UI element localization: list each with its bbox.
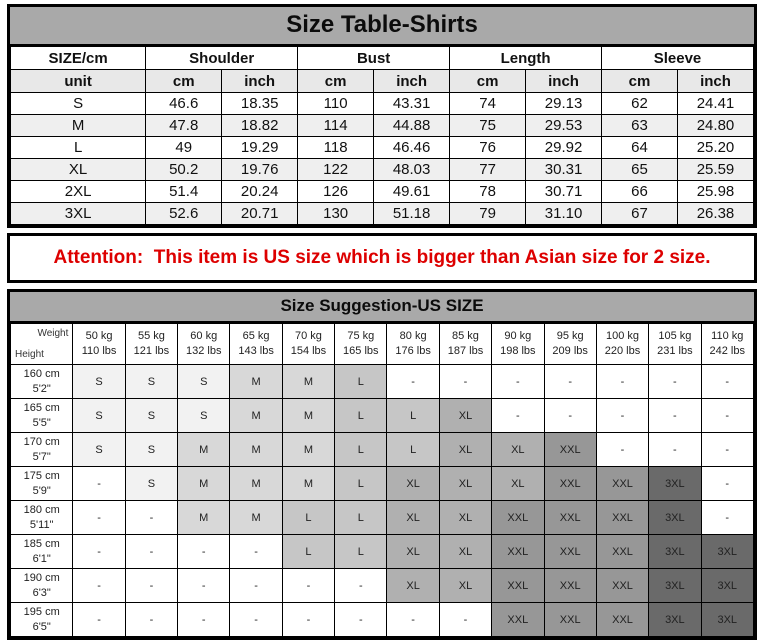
size-value-cell: 74 [450, 93, 526, 115]
suggestion-row [11, 399, 754, 433]
size-label-cell: L [11, 137, 146, 159]
suggestion-size-cell: XL [387, 569, 439, 603]
suggestion-size-cell: XL [439, 501, 491, 535]
size-row [11, 181, 754, 203]
group-header: Sleeve [602, 47, 754, 70]
suggestion-size-cell: 3XL [649, 467, 701, 501]
size-value-cell: 26.38 [678, 203, 754, 225]
suggestion-size-cell: M [230, 365, 282, 399]
suggestion-size-cell: - [230, 535, 282, 569]
height-row-header [11, 569, 73, 603]
suggestion-size-cell: 3XL [701, 603, 753, 637]
weight-kg: 70 kg [294, 330, 322, 342]
suggestion-size-cell: M [282, 365, 334, 399]
suggestion-size-cell: S [178, 365, 230, 399]
suggestion-size-cell: XXL [544, 501, 596, 535]
suggestion-size-cell: XXL [596, 535, 648, 569]
suggestion-row [11, 467, 754, 501]
suggestion-size-cell: - [282, 569, 334, 603]
suggestion-size-cell: - [387, 603, 439, 637]
weight-kg: 55 kg [137, 330, 165, 342]
suggestion-size-cell: XL [439, 535, 491, 569]
suggestion-size-cell: L [282, 535, 334, 569]
size-value-cell: 76 [450, 137, 526, 159]
weight-lbs: 143 lbs [238, 345, 274, 357]
height-cm: 190 cm [23, 571, 60, 584]
size-label-cell: 3XL [11, 203, 146, 225]
size-table [10, 46, 754, 225]
suggestion-size-cell: M [230, 399, 282, 433]
suggestion-size-cell: - [73, 535, 125, 569]
size-value-cell: 79 [450, 203, 526, 225]
height-cm: 180 cm [23, 503, 60, 516]
weight-column-header [544, 324, 596, 365]
unit-cell: cm [298, 70, 374, 93]
weight-lbs: 209 lbs [552, 345, 588, 357]
weight-column-header [73, 324, 125, 365]
height-row-header [11, 365, 73, 399]
size-value-cell: 20.24 [222, 181, 298, 203]
weight-column-header [178, 324, 230, 365]
weight-kg: 105 kg [658, 330, 692, 342]
suggestion-size-cell: XL [439, 569, 491, 603]
suggestion-size-cell: - [73, 501, 125, 535]
unit-cell: inch [526, 70, 602, 93]
suggestion-size-cell: M [282, 399, 334, 433]
suggestion-size-cell: S [178, 399, 230, 433]
suggestion-size-cell: - [701, 501, 753, 535]
suggestion-size-cell: - [701, 365, 753, 399]
size-value-cell: 31.10 [526, 203, 602, 225]
height-cm: 195 cm [23, 605, 60, 618]
suggestion-size-cell: - [125, 501, 177, 535]
height-ft: 5'7" [32, 450, 51, 463]
suggestion-size-cell: S [73, 399, 125, 433]
weight-lbs: 154 lbs [290, 345, 327, 357]
attention-text: Attention: This item is US size which is bigger than Asian size for 2 size. [53, 247, 711, 268]
height-cm: 185 cm [23, 537, 60, 550]
unit-cell: inch [678, 70, 754, 93]
height-row-header [11, 535, 73, 569]
suggestion-size-cell: 3XL [701, 535, 753, 569]
height-row-header [11, 433, 73, 467]
size-row [11, 159, 754, 181]
suggestion-size-cell: XXL [596, 569, 648, 603]
suggestion-size-cell: XXL [544, 603, 596, 637]
suggestion-size-cell: - [649, 365, 701, 399]
weight-height-corner [11, 324, 73, 365]
suggestion-size-cell: XL [439, 399, 491, 433]
size-value-cell: 67 [602, 203, 678, 225]
weight-lbs: 110 lbs [81, 345, 117, 357]
unit-cell: cm [602, 70, 678, 93]
size-value-cell: 130 [298, 203, 374, 225]
suggestion-size-cell: - [596, 433, 648, 467]
size-value-cell: 19.29 [222, 137, 298, 159]
suggestion-size-cell: XXL [544, 569, 596, 603]
weight-lbs: 231 lbs [657, 345, 693, 357]
suggestion-size-cell: S [73, 433, 125, 467]
suggestion-row [11, 603, 754, 637]
size-table-header-row [11, 47, 754, 70]
weight-kg: 95 kg [556, 330, 584, 342]
size-label-cell: XL [11, 159, 146, 181]
suggestion-size-cell: - [230, 569, 282, 603]
size-row [11, 137, 754, 159]
weight-kg: 80 kg [399, 330, 427, 342]
suggestion-row [11, 569, 754, 603]
height-cm: 165 cm [23, 401, 60, 414]
size-value-cell: 51.4 [146, 181, 222, 203]
suggestion-size-cell: - [335, 569, 387, 603]
suggestion-size-cell: - [125, 603, 177, 637]
suggestion-size-cell: XXL [492, 603, 544, 637]
suggestion-size-cell: - [125, 569, 177, 603]
suggestion-size-cell: XXL [544, 467, 596, 501]
height-cm: 175 cm [23, 469, 60, 482]
suggestion-size-cell: - [439, 365, 491, 399]
size-value-cell: 30.71 [526, 181, 602, 203]
suggestion-size-cell: S [125, 467, 177, 501]
size-value-cell: 25.98 [678, 181, 754, 203]
suggestion-size-cell: - [649, 399, 701, 433]
suggestion-size-cell: 3XL [649, 535, 701, 569]
height-row-header [11, 399, 73, 433]
weight-lbs: 121 lbs [133, 345, 170, 357]
group-header: Shoulder [146, 47, 298, 70]
size-row [11, 93, 754, 115]
size-value-cell: 64 [602, 137, 678, 159]
suggestion-size-cell: XL [492, 433, 544, 467]
height-ft: 6'3" [32, 586, 51, 599]
weight-column-header [439, 324, 491, 365]
suggestion-size-cell: - [701, 399, 753, 433]
suggestion-size-cell: L [387, 399, 439, 433]
size-value-cell: 44.88 [374, 115, 450, 137]
suggestion-size-cell: M [230, 433, 282, 467]
height-ft: 5'11" [29, 518, 54, 531]
suggestion-size-cell: - [596, 399, 648, 433]
suggestion-size-cell: L [335, 365, 387, 399]
weight-lbs: 242 lbs [709, 345, 745, 357]
weight-column-header [125, 324, 177, 365]
size-value-cell: 51.18 [374, 203, 450, 225]
weight-kg: 50 kg [85, 330, 113, 342]
suggestion-size-cell: XXL [596, 501, 648, 535]
unit-cell: cm [146, 70, 222, 93]
size-value-cell: 24.80 [678, 115, 754, 137]
suggestion-size-cell: L [335, 399, 387, 433]
suggestion-size-cell: L [335, 501, 387, 535]
suggestion-size-cell: XXL [596, 467, 648, 501]
size-value-cell: 49.61 [374, 181, 450, 203]
size-value-cell: 66 [602, 181, 678, 203]
attention-note [7, 233, 757, 283]
suggestion-size-cell: XL [387, 467, 439, 501]
size-value-cell: 52.6 [146, 203, 222, 225]
size-value-cell: 18.82 [222, 115, 298, 137]
size-value-cell: 122 [298, 159, 374, 181]
size-value-cell: 25.20 [678, 137, 754, 159]
weight-kg: 110 kg [711, 330, 744, 342]
suggestion-size-cell: - [544, 365, 596, 399]
height-row-header [11, 603, 73, 637]
size-value-cell: 49 [146, 137, 222, 159]
suggestion-size-cell: M [230, 501, 282, 535]
suggestion-size-cell: XL [387, 535, 439, 569]
suggestion-size-cell: - [649, 433, 701, 467]
unit-row [11, 70, 754, 93]
suggestion-size-cell: XXL [544, 535, 596, 569]
suggestion-size-cell: 3XL [649, 501, 701, 535]
size-row [11, 115, 754, 137]
size-value-cell: 77 [450, 159, 526, 181]
size-value-cell: 29.13 [526, 93, 602, 115]
suggestion-size-cell: M [282, 433, 334, 467]
suggestion-row [11, 501, 754, 535]
suggestion-size-cell: M [282, 467, 334, 501]
suggestion-size-cell: - [178, 535, 230, 569]
suggestion-size-cell: 3XL [649, 603, 701, 637]
size-value-cell: 20.71 [222, 203, 298, 225]
suggestion-header-row [11, 324, 754, 365]
weight-kg: 100 kg [606, 330, 640, 342]
size-value-cell: 65 [602, 159, 678, 181]
weight-column-header [492, 324, 544, 365]
height-ft: 5'9" [32, 484, 51, 497]
suggestion-size-cell: - [701, 433, 753, 467]
weight-lbs: 198 lbs [500, 345, 536, 357]
weight-lbs: 220 lbs [604, 345, 641, 357]
suggestion-size-cell: - [230, 603, 282, 637]
unit-cell: cm [450, 70, 526, 93]
size-value-cell: 78 [450, 181, 526, 203]
weight-lbs: 132 lbs [186, 345, 222, 357]
weight-kg: 65 kg [242, 330, 270, 342]
weight-column-header [387, 324, 439, 365]
suggestion-size-cell: L [335, 467, 387, 501]
weight-column-header [701, 324, 753, 365]
size-label-cell: S [11, 93, 146, 115]
weight-kg: 75 kg [347, 330, 375, 342]
suggestion-table [10, 323, 754, 637]
weight-kg: 85 kg [452, 330, 479, 342]
height-row-header [11, 501, 73, 535]
size-label-cell: M [11, 115, 146, 137]
size-value-cell: 29.92 [526, 137, 602, 159]
weight-kg: 60 kg [190, 330, 218, 342]
size-value-cell: 48.03 [374, 159, 450, 181]
suggestion-size-cell: - [125, 535, 177, 569]
size-value-cell: 114 [298, 115, 374, 137]
size-value-cell: 63 [602, 115, 678, 137]
suggestion-row [11, 433, 754, 467]
corner-height-label: Height [15, 349, 44, 360]
weight-column-header [649, 324, 701, 365]
height-ft: 5'5" [32, 416, 51, 429]
suggestion-size-cell: - [178, 603, 230, 637]
suggestion-size-cell: XL [439, 467, 491, 501]
suggestion-size-cell: L [282, 501, 334, 535]
suggestion-size-cell: L [335, 433, 387, 467]
suggestion-size-cell: XXL [492, 535, 544, 569]
weight-lbs: 176 lbs [395, 345, 431, 357]
suggestion-size-cell: - [387, 365, 439, 399]
height-cm: 170 cm [23, 435, 60, 448]
suggestion-row [11, 365, 754, 399]
size-value-cell: 50.2 [146, 159, 222, 181]
size-value-cell: 19.76 [222, 159, 298, 181]
suggestion-size-cell: S [125, 365, 177, 399]
weight-column-header [335, 324, 387, 365]
suggestion-size-cell: L [387, 433, 439, 467]
suggestion-size-cell: - [492, 365, 544, 399]
height-ft: 6'1" [32, 552, 51, 565]
size-value-cell: 46.6 [146, 93, 222, 115]
suggestion-size-cell: M [230, 467, 282, 501]
suggestion-size-cell: XXL [596, 603, 648, 637]
size-value-cell: 62 [602, 93, 678, 115]
size-value-cell: 46.46 [374, 137, 450, 159]
size-value-cell: 24.41 [678, 93, 754, 115]
size-value-cell: 18.35 [222, 93, 298, 115]
size-value-cell: 126 [298, 181, 374, 203]
group-header: Bust [298, 47, 450, 70]
size-label-cell: 2XL [11, 181, 146, 203]
size-value-cell: 43.31 [374, 93, 450, 115]
size-value-cell: 25.59 [678, 159, 754, 181]
suggestion-size-cell: - [73, 603, 125, 637]
unit-cell: unit [11, 70, 146, 93]
suggestion-size-cell: XL [387, 501, 439, 535]
suggestion-size-cell: - [492, 399, 544, 433]
suggestion-row [11, 535, 754, 569]
suggestion-size-cell: M [178, 467, 230, 501]
suggestion-size-cell: - [439, 603, 491, 637]
size-table-title: Size Table-Shirts [10, 7, 754, 46]
size-row [11, 203, 754, 225]
suggestion-table-title: Size Suggestion-US SIZE [10, 292, 754, 323]
unit-cell: inch [222, 70, 298, 93]
weight-column-header [230, 324, 282, 365]
suggestion-size-cell: - [73, 569, 125, 603]
suggestion-size-cell: XXL [492, 569, 544, 603]
suggestion-size-cell: - [282, 603, 334, 637]
suggestion-size-cell: S [125, 433, 177, 467]
suggestion-size-cell: - [701, 467, 753, 501]
size-value-cell: 30.31 [526, 159, 602, 181]
suggestion-size-cell: 3XL [701, 569, 753, 603]
suggestion-size-cell: L [335, 535, 387, 569]
suggestion-size-cell: - [544, 399, 596, 433]
suggestion-size-cell: XXL [544, 433, 596, 467]
height-ft: 6'5" [32, 620, 51, 633]
size-value-cell: 47.8 [146, 115, 222, 137]
size-value-cell: 118 [298, 137, 374, 159]
group-header: Length [450, 47, 602, 70]
suggestion-size-cell: - [596, 365, 648, 399]
corner-weight-label: Weight [37, 328, 69, 339]
suggestion-size-cell: - [73, 467, 125, 501]
weight-lbs: 165 lbs [343, 345, 379, 357]
size-value-cell: 110 [298, 93, 374, 115]
weight-column-header [596, 324, 648, 365]
size-corner-header: SIZE/cm [11, 47, 146, 70]
size-value-cell: 29.53 [526, 115, 602, 137]
height-row-header [11, 467, 73, 501]
suggestion-size-cell: XXL [492, 501, 544, 535]
suggestion-size-cell: M [178, 501, 230, 535]
size-value-cell: 75 [450, 115, 526, 137]
suggestion-size-cell: - [178, 569, 230, 603]
suggestion-size-cell: XL [492, 467, 544, 501]
unit-cell: inch [374, 70, 450, 93]
suggestion-table-panel [7, 289, 757, 640]
weight-column-header [282, 324, 334, 365]
suggestion-size-cell: M [178, 433, 230, 467]
suggestion-size-cell: - [335, 603, 387, 637]
suggestion-size-cell: S [73, 365, 125, 399]
suggestion-size-cell: XL [439, 433, 491, 467]
suggestion-size-cell: S [125, 399, 177, 433]
weight-lbs: 187 lbs [447, 345, 484, 357]
weight-kg: 90 kg [504, 330, 532, 342]
suggestion-size-cell: 3XL [649, 569, 701, 603]
height-cm: 160 cm [23, 367, 60, 380]
height-ft: 5'2" [32, 382, 51, 395]
size-table-panel [7, 4, 757, 228]
